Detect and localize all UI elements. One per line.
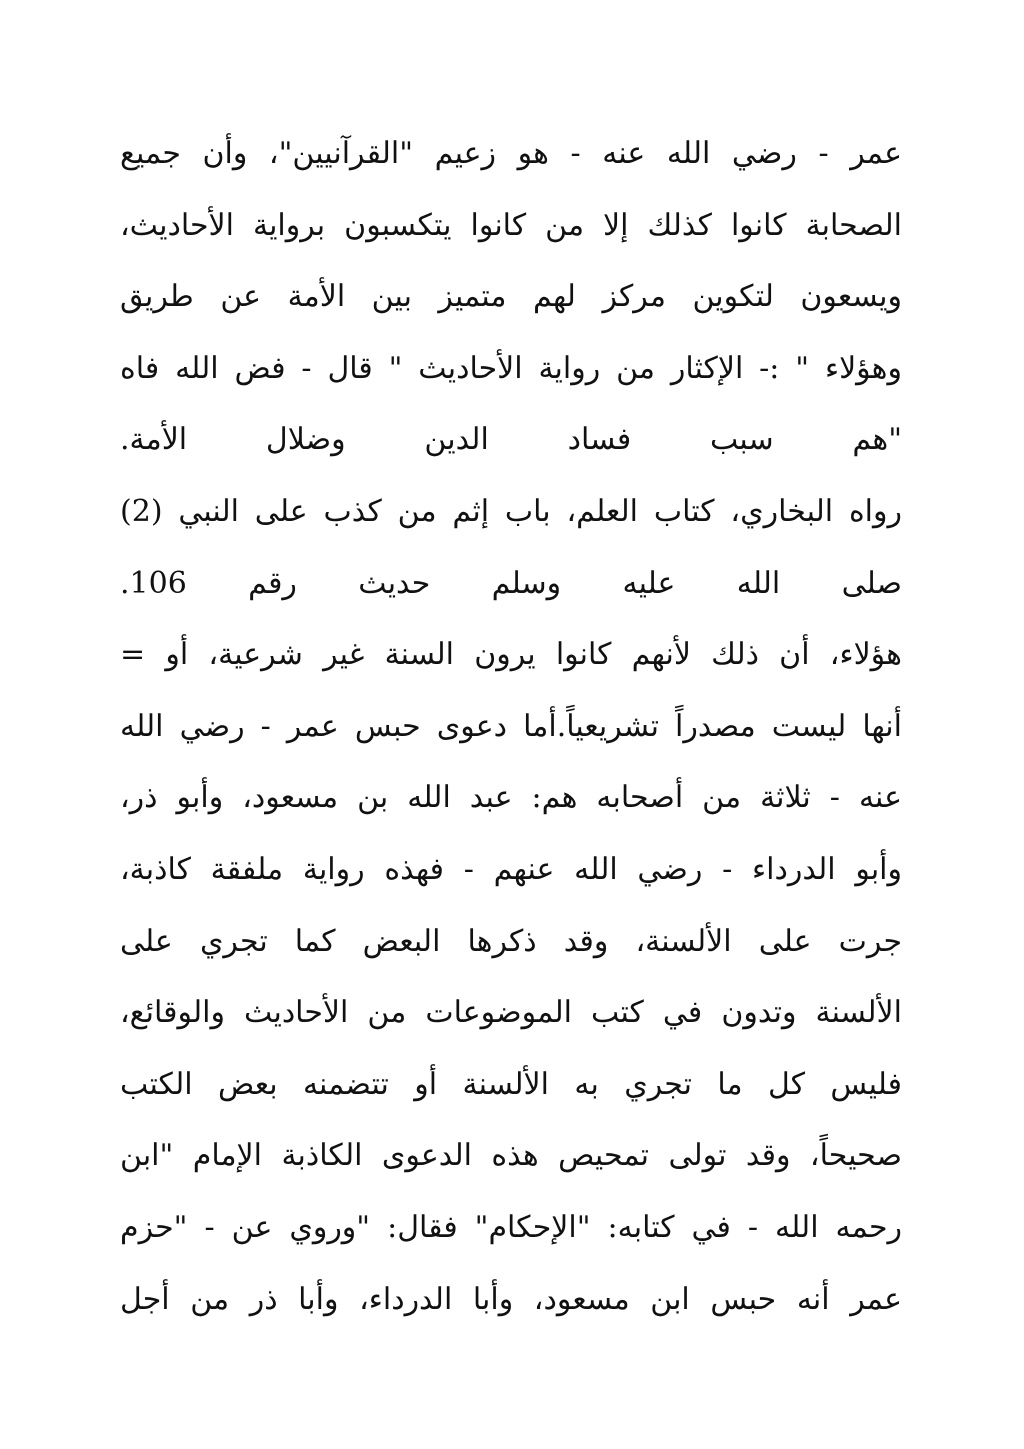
text-line: عنه - ثلاثة من أصحابه هم: عبد الله بن مسعود، وأبو ذر، — [120, 780, 902, 816]
text-line: الصحابة كانوا كذلك إلا من كانوا يتكسبون برواية الأحاديث، — [120, 207, 902, 243]
footnote-line: رواه البخاري، كتاب العلم، باب إثم من كذب على النبي (2) — [120, 493, 902, 529]
text-line: عمر - رضي الله عنه - هو زعيم "القرآنيين"، وأن جميع — [120, 136, 902, 171]
text-line: عمر أنه حبس ابن مسعود، وأبا الدرداء، وأبا ذر من أجل — [120, 1281, 902, 1317]
text-line: ويسعون لتكوين مركز لهم متميز بين الأمة عن طريق — [120, 279, 902, 315]
text-line: صحيحاً، وقد تولى تمحيص هذه الدعوى الكاذبة الإمام "ابن — [120, 1138, 902, 1174]
text-line: وأبو الدرداء - رضي الله عنهم - فهذه رواية ملفقة كاذبة، — [120, 851, 902, 887]
body-text — [120, 118, 902, 1335]
text-line: جرت على الألسنة، وقد ذكرها البعض كما تجري على — [120, 923, 902, 959]
text-line: أنها ليست مصدراً تشريعياً.أما دعوى حبس عمر - رضي الله — [120, 708, 902, 744]
text-line: رحمه الله - في كتابه: "الإحكام" فقال: "وروي عن - "حزم — [120, 1209, 902, 1245]
text-line: وهؤلاء " :- الإكثار من رواية الأحاديث " قال - فض الله فاه — [120, 350, 902, 386]
footnote-line: صلى الله عليه وسلم حديث رقم 106. — [120, 565, 902, 601]
text-line: فليس كل ما تجري به الألسنة أو تتضمنه بعض الكتب — [120, 1066, 902, 1102]
text-line: هؤلاء، أن ذلك لأنهم كانوا يرون السنة غير شرعية، أو = — [120, 637, 902, 673]
text-line: الألسنة وتدون في كتب الموضوعات من الأحاديث والوقائع، — [120, 995, 902, 1031]
text-line: "هم سبب فساد الدين وضلال الأمة. — [120, 422, 902, 458]
